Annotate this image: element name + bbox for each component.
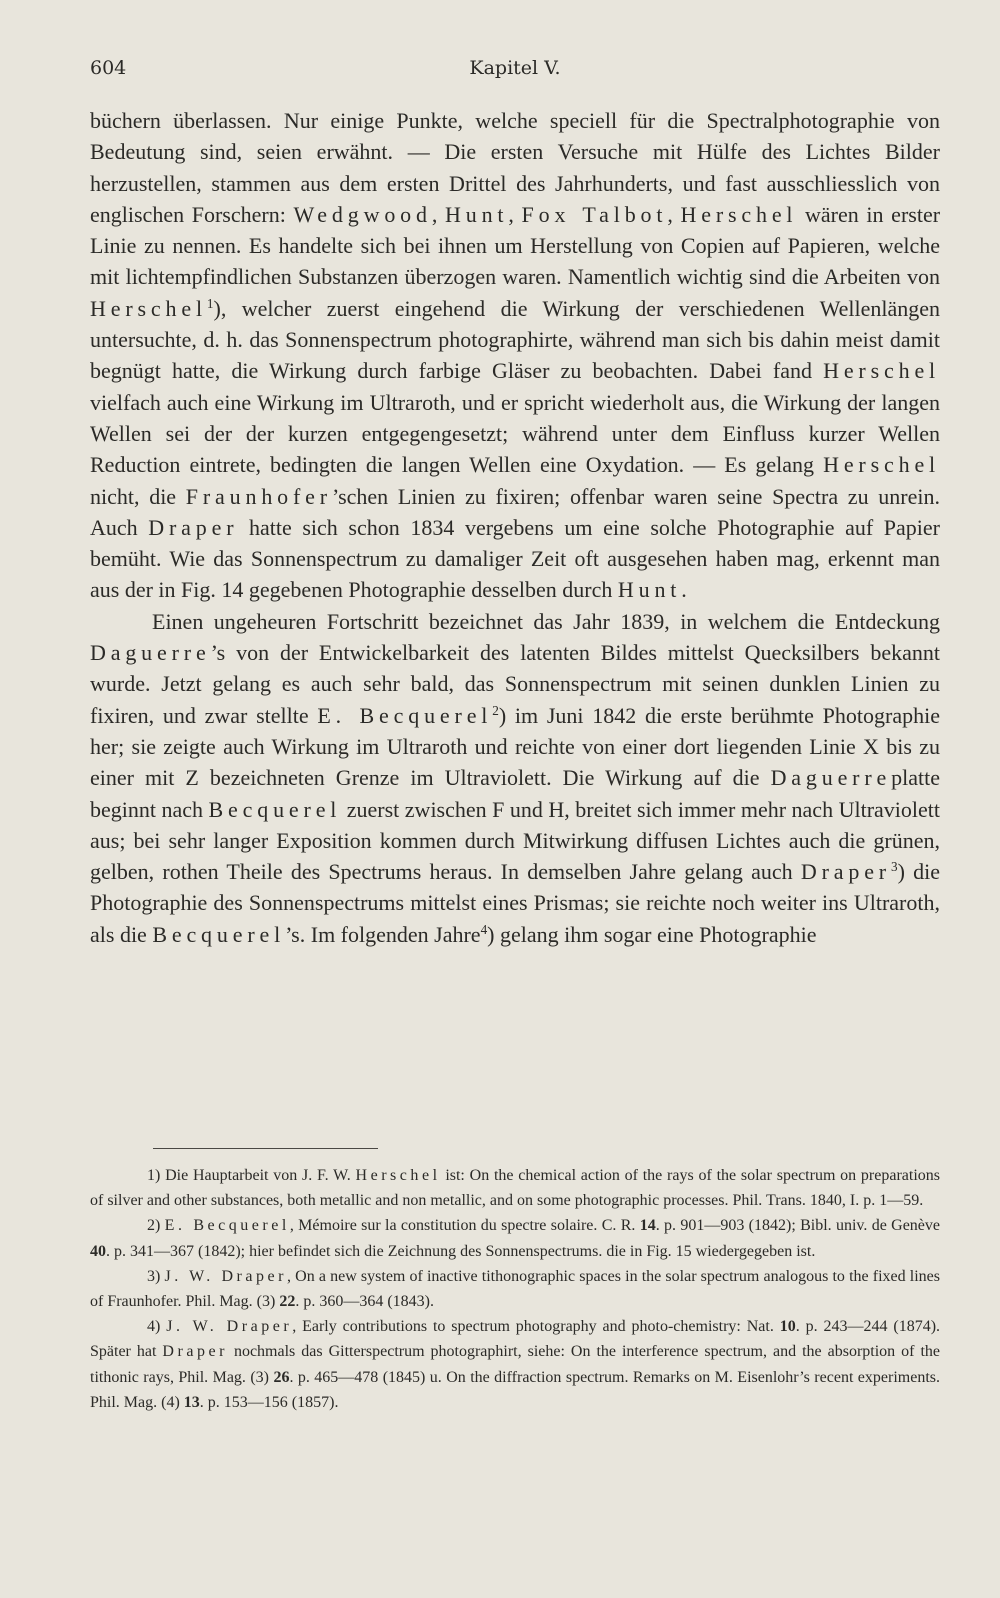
text-run: nochmals das Gitterspectrum photographirt, siehe: On the interference spectrum, and the absorption of the tithonic rays, Phil. Mag. (3)	[90, 1343, 941, 1386]
text-run: ) im Juni 1842 die erste berühmte Photographie her; sie zeigte auch Wirkung im Ultraroth und reichte von einer dort liegenden Linie X bis zu einer mit Z bezeichneten Grenze im Ultraviolett. Die Wirkung auf die	[90, 702, 940, 791]
spaced-name: Becquerel	[152, 921, 286, 947]
spaced-name: Wedgwood	[293, 201, 432, 227]
spaced-name: Herschel	[355, 1167, 441, 1184]
footnote	[90, 1213, 940, 1263]
text-run: büchern überlassen. Nur einige Punkte, welche speciell für die Spectralphotographie von Bedeutung sind, seien erwähnt. — Die ersten Versuche mit Hülfe des Lichtes Bilder herzustellen, stammen aus dem ersten Drittel des Jahrhunderts, und fast ausschliesslich von englischen Forschern:	[90, 108, 940, 227]
volume-number: 40	[90, 1242, 106, 1260]
volume-number: 26	[273, 1368, 290, 1386]
footnote-ref: 2	[492, 702, 499, 718]
text-run: 4)	[147, 1318, 167, 1336]
text-run: ist: On the chemical action of the rays of the solar spectrum on preparations of silver and other substances, both metallic and non metallic, and on some photographic processes. Phil. Trans. 1840, I. p. 1—59.	[90, 1167, 941, 1210]
body-text	[90, 105, 940, 950]
text-run: vielfach auch eine Wirkung im Ultraroth, und er spricht wiederholt aus, die Wirkung der langen Wellen sei der der kurzen entgegengesetzt; während unter dem Einfluss kurzer Wellen Reduction eintrete, bedingten die langen Wellen eine Oxydation. — Es gelang	[90, 389, 940, 478]
text-run: . p. 360—364 (1843).	[295, 1293, 434, 1311]
text-run: Einen ungeheuren Fortschritt bezeichnet das Jahr 1839, in welchem die Entdeckung	[152, 608, 940, 634]
spaced-name: Draper	[148, 514, 239, 540]
volume-number: 22	[279, 1293, 296, 1311]
volume-number: 10	[779, 1318, 796, 1336]
text-run: ’s von der Entwickelbarkeit des latenten Bildes mittelst Quecksilbers bekannt wurde. Jetzt gelang es auch sehr bald, das Sonnenspectrum mit seinen dunklen Linien zu fixiren, und zwar stellte	[90, 640, 940, 728]
spaced-name: Hunt	[445, 201, 509, 227]
text-run: . p. 153—156 (1857).	[199, 1393, 339, 1411]
spaced-name: Draper	[162, 1343, 228, 1361]
footnote-ref: 1	[206, 295, 214, 311]
spaced-name: Herschel	[680, 201, 798, 227]
footnote-divider	[153, 1148, 378, 1149]
spaced-name: Fraunhofer	[185, 483, 332, 509]
text-run: . p. 341—367 (1842); hier befindet sich die Zeichnung des Sonnenspectrums. die in Fig. 15 wiedergegeben ist.	[106, 1242, 816, 1260]
paragraph	[90, 105, 940, 606]
text-run: wären in erster Linie zu nennen. Es handelte sich bei ihnen um Herstellung von Copien auf Papieren, welche mit lichtempfindlichen Substanzen überzogen waren. Namentlich wichtig sind die Arbeiten von	[90, 201, 941, 290]
text-run: zuerst zwischen F und H, breitet sich immer mehr nach Ultraviolett aus; bei sehr langer Exposition kommen durch Mitwirkung diffusen Lichtes auch die grünen, gelben, rothen Theile des Spectrums heraus. In demselben Jahre gelang auch	[90, 796, 940, 885]
paragraph	[90, 606, 940, 950]
text-run: 3)	[147, 1267, 165, 1285]
text-run: hatte sich schon 1834 vergebens um eine solche Photographie auf Papier bemüht. Wie das Sonnenspectrum zu damaliger Zeit oft ausgesehen haben mag, erkennt man aus der in Fig. 14 gegebenen Photographie desselben durch	[90, 514, 940, 603]
text-run: . p. 243—244 (1874). Später hat	[90, 1318, 941, 1361]
spaced-name: Herschel	[90, 295, 207, 321]
text-run: platte beginnt nach	[90, 765, 940, 822]
footnotes	[90, 1163, 940, 1415]
page-header	[90, 57, 940, 87]
text-run: .	[681, 577, 687, 603]
spaced-name: Daguerre	[770, 765, 892, 791]
text-run: ,	[431, 201, 446, 227]
footnote	[90, 1314, 940, 1415]
text-run: nicht, die	[90, 483, 186, 509]
text-run: ’s. Im folgenden Jahre	[285, 921, 481, 947]
text-run: 2)	[147, 1217, 165, 1235]
spaced-name: E. Becquerel	[317, 702, 493, 728]
text-run: ), welcher zuerst eingehend die Wirkung der verschiedenen Wellenlängen untersuchte, d. h. das Sonnenspectrum photographirte, während man sich bis dahin meist damit begnügt hatte, die Wirkung durch farbige Gläser zu beobachten. Dabei fand	[90, 295, 940, 384]
text-run: ,	[508, 201, 522, 227]
text-run: ’schen Linien zu fixiren; offenbar waren seine Spectra zu unrein. Auch	[90, 483, 940, 540]
spaced-name: J. W. Draper	[164, 1267, 288, 1285]
text-run: 1) Die Hauptarbeit von J. F. W.	[147, 1167, 356, 1184]
text-run: , Early contributions to spectrum photography and photo-chemistry: Nat.	[292, 1318, 780, 1336]
spaced-name: Fox Talbot	[521, 201, 668, 227]
text-run: ) die Photographie des Sonnenspectrums mittelst eines Prismas; sie reichte noch weiter ins Ultraroth, als die	[90, 859, 941, 947]
running-title: Kapitel V.	[469, 57, 561, 79]
footnote	[90, 1163, 940, 1213]
text-run: . p. 901—903 (1842); Bibl. univ. de Genève	[655, 1217, 941, 1235]
spaced-name: E. Becquerel	[164, 1217, 290, 1235]
spaced-name: Becquerel	[208, 796, 342, 822]
volume-number: 14	[639, 1217, 656, 1235]
spaced-name: Daguerre	[90, 640, 211, 666]
spaced-name: J. W. Draper	[166, 1318, 293, 1336]
spaced-name: Herschel	[823, 452, 940, 478]
text-run: ,	[667, 201, 681, 227]
footnote-ref: 4	[480, 921, 488, 937]
footnote-ref: 3	[890, 859, 898, 875]
text-run: , Mémoire sur la constitution du spectre solaire. C. R.	[289, 1217, 640, 1235]
text-run: , On a new system of inactive tithonographic spaces in the solar spectrum analogous to the fixed lines of Fraunhofer. Phil. Mag. (3)	[90, 1267, 941, 1311]
page-number: 604	[90, 57, 127, 79]
spaced-name: Draper	[800, 859, 891, 885]
spaced-name: Hunt	[617, 577, 682, 603]
spaced-name: Herschel	[823, 358, 940, 384]
footnote	[90, 1264, 940, 1314]
volume-number: 13	[183, 1393, 200, 1411]
text-run: ) gelang ihm sogar eine Photographie	[487, 921, 817, 947]
text-run: . p. 465—478 (1845) u. On the diffraction spectrum. Remarks on M. Eisenlohr’s recent experiments. Phil. Mag. (4)	[90, 1368, 941, 1411]
